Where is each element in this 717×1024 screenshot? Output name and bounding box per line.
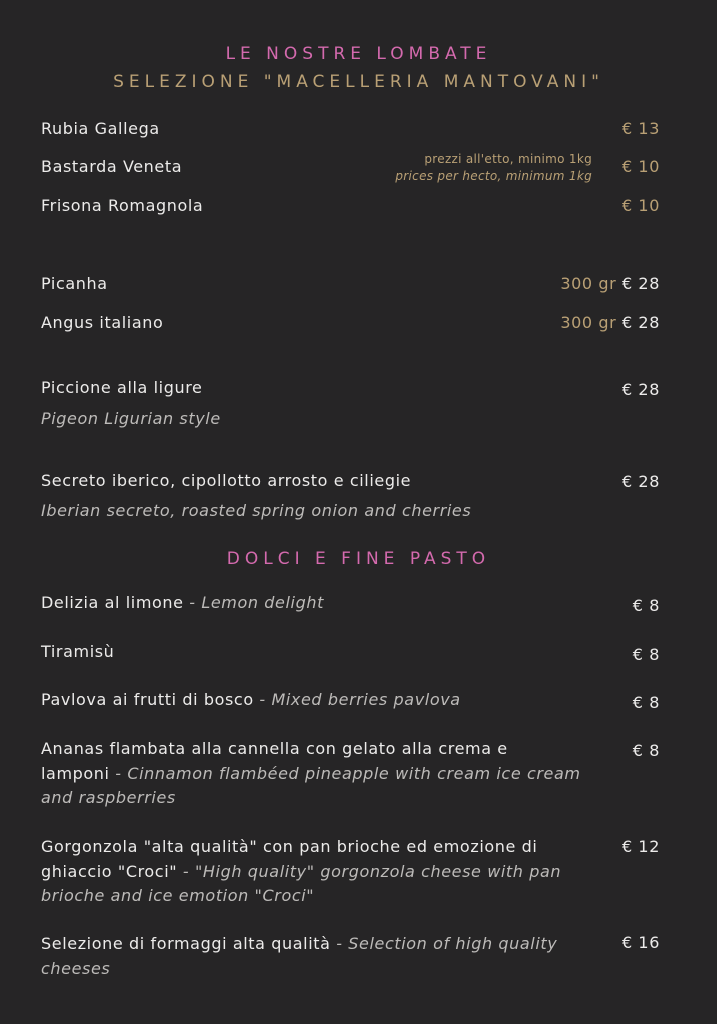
dessert-name: Delizia al limone (41, 593, 184, 612)
section-subtitle-macelleria: SELEZIONE "MACELLERIA MANTOVANI" (113, 72, 604, 92)
menu-item-name: Picanha (41, 274, 108, 293)
dessert-separator: - (183, 593, 202, 612)
dessert-price: € 16 (621, 933, 660, 952)
menu-item-price: € 28 (621, 313, 660, 332)
menu-item-name: Piccione alla ligure (41, 378, 203, 397)
menu-item-name: Angus italiano (41, 313, 164, 332)
dessert-item (41, 593, 324, 613)
dessert-item (41, 737, 581, 811)
dessert-translation: Lemon delight (201, 593, 324, 612)
menu-item-price: € 10 (621, 196, 660, 215)
dessert-name: Tiramisù (41, 642, 115, 661)
menu-item-price: € 28 (621, 274, 660, 293)
dessert-price: € 12 (621, 837, 660, 856)
menu-item-translation: Pigeon Ligurian style (41, 409, 221, 428)
menu-item-price: € 28 (621, 472, 660, 491)
dessert-separator: - (109, 763, 128, 783)
dessert-price: € 8 (632, 741, 660, 760)
dessert-name: Pavlova ai frutti di bosco (41, 690, 254, 709)
dessert-translation: Cinnamon flambéed pineapple with cream ice cream and raspberries (41, 763, 581, 807)
menu-item-name: Secreto iberico, cipollotto arrosto e ciliegie (41, 471, 412, 490)
dessert-price: € 8 (632, 645, 660, 664)
dessert-item (41, 690, 461, 710)
dessert-separator: - (253, 690, 272, 709)
menu-item-weight: 300 gr (560, 313, 617, 332)
dessert-name: Gorgonzola "alta qualità" con pan brioche ed emozione di ghiaccio "Croci" (41, 837, 538, 881)
menu-item-price: € 28 (621, 380, 660, 399)
dessert-price: € 8 (632, 693, 660, 712)
dessert-item (41, 932, 561, 981)
menu-item-price: € 13 (621, 119, 660, 138)
dessert-translation: Selection of high quality cheeses (41, 934, 558, 978)
menu-item-name: Rubia Gallega (41, 119, 160, 138)
menu-item-weight: 300 gr (560, 274, 617, 293)
menu-item-name: Frisona Romagnola (41, 196, 204, 215)
dessert-price: € 8 (632, 596, 660, 615)
dessert-separator: - (330, 934, 349, 953)
menu-item-translation: Iberian secreto, roasted spring onion and cherries (41, 501, 472, 520)
price-note-italian: prezzi all'etto, minimo 1kg (424, 152, 592, 166)
dessert-name: Ananas flambata alla cannella con gelato alla crema e lamponi (41, 739, 508, 783)
dessert-name: Selezione di formaggi alta qualità (41, 934, 331, 953)
menu-item-price-group (560, 274, 660, 294)
menu-item-price-group (560, 313, 660, 333)
section-title-lombate: LE NOSTRE LOMBATE (225, 44, 492, 64)
price-note-english: prices per hecto, minimum 1kg (395, 169, 592, 183)
menu-item-name: Bastarda Veneta (41, 157, 183, 176)
dessert-translation: "High quality" gorgonzola cheese with pan brioche and ice emotion "Croci" (41, 861, 562, 905)
dessert-translation: Mixed berries pavlova (271, 690, 461, 709)
section-title-dolci: DOLCI E FINE PASTO (226, 549, 491, 569)
dessert-item (41, 835, 606, 909)
menu-item-price: € 10 (621, 157, 660, 176)
dessert-separator: - (177, 861, 195, 881)
